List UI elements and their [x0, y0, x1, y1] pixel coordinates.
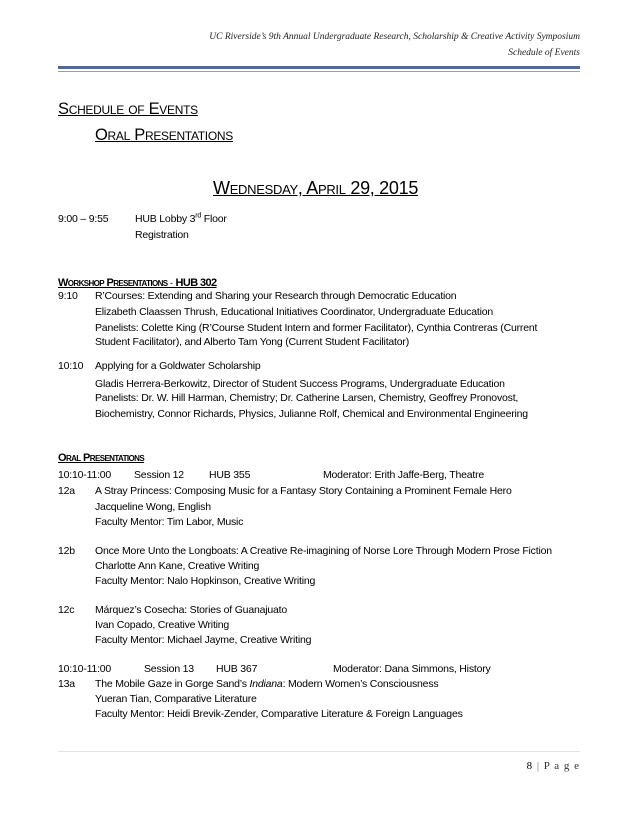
talk-presenter: Yueran Tian, Comparative Literature	[95, 693, 257, 705]
talk-presenter: Jacqueline Wong, English	[95, 501, 211, 513]
registration-place-suffix: Floor	[201, 213, 227, 225]
registration-place	[135, 213, 227, 225]
registration-place-sup: rd	[195, 212, 202, 220]
session-number: Session 12	[134, 469, 184, 481]
talk-id: 13a	[58, 678, 75, 690]
footer-separator: |	[536, 760, 541, 772]
workshop-line: Panelists: Dr. W. Hill Harman, Chemistry; Dr. Catherine Larsen, Chemistry, Geoffrey Pronovost,	[95, 392, 519, 404]
oral-presentations-title: Oral Presentations	[95, 126, 233, 144]
talk-id: 12b	[58, 545, 75, 557]
workshop-line: Panelists: Colette King (R’Course Student Intern and former Facilitator), Cynthia Contreras (Current	[95, 322, 538, 334]
talk-title	[95, 678, 438, 690]
session-room: HUB 355	[209, 469, 251, 481]
workshop-heading-text: Workshop Presentations	[58, 277, 168, 289]
workshop-line: Gladis Herrera-Berkowitz, Director of Student Success Programs, Undergraduate Education	[95, 378, 505, 390]
talk-presenter: Charlotte Ann Kane, Creative Writing	[95, 560, 260, 572]
header-rule	[58, 66, 580, 69]
workshop-heading-sep: -	[167, 278, 176, 288]
header-title: UC Riverside’s 9th Annual Undergraduate Research, Scholarship & Creative Activity Symposium	[209, 32, 580, 42]
workshop-line: Student Facilitator), and Alberto Tam Yong (Current Student Facilitator)	[95, 336, 409, 348]
workshop-heading-location: HUB 302	[175, 277, 217, 289]
date-heading: Wednesday, April 29, 2015	[213, 178, 419, 198]
session-number: Session 13	[144, 663, 194, 675]
talk-title-pre: The Mobile Gaze in Gorge Sand’s	[95, 678, 250, 690]
talk-id: 12a	[58, 485, 75, 497]
talk-mentor: Faculty Mentor: Michael Jayme, Creative Writing	[95, 634, 312, 646]
oral-heading: Oral Presentations	[58, 452, 145, 464]
registration-place-text: HUB Lobby 3	[135, 213, 196, 225]
workshop-title: Applying for a Goldwater Scholarship	[95, 360, 261, 372]
page-number: 8	[526, 760, 534, 772]
talk-id: 12c	[58, 604, 75, 616]
footer-rule	[58, 751, 580, 752]
workshop-title: R’Courses: Extending and Sharing your Research through Democratic Education	[95, 290, 457, 302]
page-label: P a g e	[543, 760, 580, 772]
workshop-line: Biochemistry, Connor Richards, Physics, Julianne Rolf, Chemical and Environmental Engineering	[95, 408, 528, 420]
header-subtitle: Schedule of Events	[508, 48, 580, 58]
talk-mentor: Faculty Mentor: Heidi Brevik-Zender, Comparative Literature & Foreign Languages	[95, 708, 463, 720]
registration-time: 9:00 – 9:55	[58, 213, 109, 225]
page-footer	[527, 760, 580, 772]
session-time: 10:10-11:00	[58, 663, 112, 675]
talk-mentor: Faculty Mentor: Tim Labor, Music	[95, 516, 244, 528]
talk-title: Once More Unto the Longboats: A Creative Re-imagining of Norse Lore Through Modern Prose Fiction	[95, 545, 552, 557]
workshop-time: 10:10	[58, 360, 84, 372]
session-moderator: Moderator: Dana Simmons, History	[333, 663, 491, 675]
workshop-heading	[58, 273, 217, 291]
session-room: HUB 367	[216, 663, 258, 675]
talk-title: A Stray Princess: Composing Music for a Fantasy Story Containing a Prominent Female Hero	[95, 485, 512, 497]
talk-title-post: : Modern Women’s Consciousness	[282, 678, 439, 690]
session-moderator: Moderator: Erith Jaffe-Berg, Theatre	[323, 469, 485, 481]
talk-title: Márquez’s Cosecha: Stories of Guanajuato	[95, 604, 288, 616]
registration-label: Registration	[135, 229, 189, 241]
talk-mentor: Faculty Mentor: Nalo Hopkinson, Creative Writing	[95, 575, 316, 587]
workshop-time: 9:10	[58, 290, 78, 302]
schedule-title: Schedule of Events	[58, 100, 198, 118]
header-rule-thin	[58, 71, 580, 72]
talk-presenter: Ivan Copado, Creative Writing	[95, 619, 230, 631]
talk-title-italic: Indiana	[249, 678, 283, 690]
workshop-line: Elizabeth Claassen Thrush, Educational Initiatives Coordinator, Undergraduate Education	[95, 306, 493, 318]
session-time: 10:10-11:00	[58, 469, 112, 481]
